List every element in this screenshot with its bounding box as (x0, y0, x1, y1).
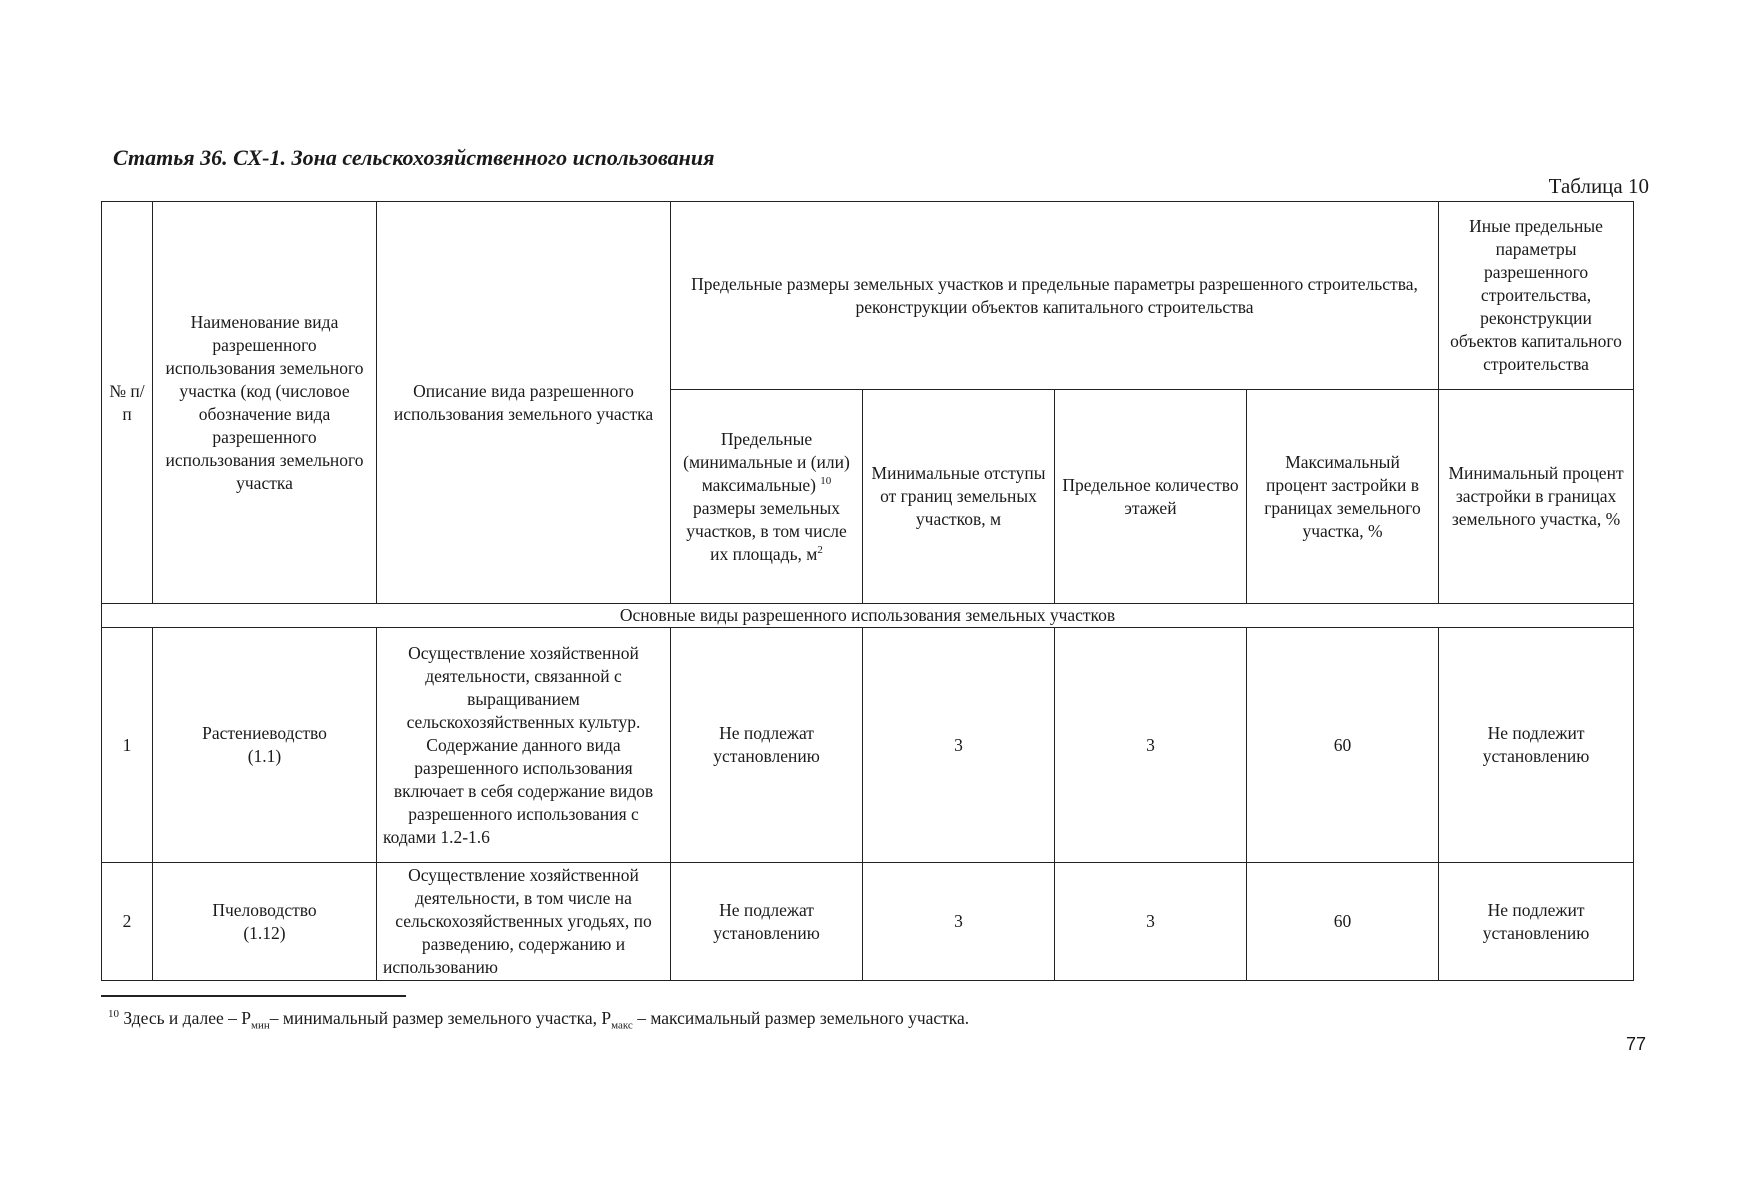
row-setback: 3 (863, 628, 1055, 863)
row-code: (1.12) (243, 922, 286, 943)
footnote-divider (101, 995, 406, 997)
row-name (153, 628, 377, 863)
row-name-label: Пчеловодство (212, 899, 317, 920)
row-size: Не подлежат установлению (671, 628, 863, 863)
header-floors: Предельное количество этажей (1055, 390, 1247, 604)
footnote-sub-max: макс (611, 1019, 633, 1032)
header-sizes-text-b: размеры земельных участков, в том числе их площадь, м (686, 497, 847, 564)
table-row (102, 863, 1634, 981)
zoning-table (101, 201, 1634, 981)
row-floors: 3 (1055, 628, 1247, 863)
row-desc: Осуществление хозяйственной деятельности, связанной с выращиванием сельскохозяйственных культур. Содержание данного вида разрешенного использования включает в себя содержание видов разрешенного использования с кодами 1.2-1.6 (377, 628, 671, 863)
row-desc: Осуществление хозяйственной деятельности, в том числе на сельскохозяйственных угодьях, по разведению, содержанию и использованию (377, 863, 671, 981)
header-limits-group: Предельные размеры земельных участков и предельные параметры разрешенного строительства, реконструкции объектов капитального строительства (671, 202, 1439, 390)
footnote-text-a: Здесь и далее – Р (123, 1008, 252, 1028)
row-size: Не подлежат установлению (671, 863, 863, 981)
header-sizes-text-a: Предельные (минимальные и (или) максимальные) (683, 428, 850, 495)
footnote-text-b: – минимальный размер земельного участка, Р (269, 1008, 612, 1028)
table-label: Таблица 10 (1548, 174, 1649, 198)
row-max-pct: 60 (1247, 863, 1439, 981)
row-name-label: Растениеводство (202, 723, 327, 743)
unit-superscript: 2 (817, 543, 823, 556)
header-num: № п/п (102, 202, 153, 604)
header-max-pct: Максимальный процент застройки в границах земельного участка, % (1247, 390, 1439, 604)
footnote-ref: 10 (820, 474, 832, 487)
footnote-marker: 10 (108, 1008, 119, 1021)
row-num: 1 (102, 628, 153, 863)
article-title: Статья 36. СХ-1. Зона сельскохозяйственного использования (113, 145, 715, 170)
section-title: Основные виды разрешенного использования земельных участков (102, 604, 1634, 628)
header-sizes (671, 390, 863, 604)
row-setback: 3 (863, 863, 1055, 981)
row-floors: 3 (1055, 863, 1247, 981)
row-num: 2 (102, 863, 153, 981)
row-min-pct: Не подлежит установлению (1439, 863, 1634, 981)
footnote (108, 1008, 969, 1032)
footnote-sub-min: мин (251, 1019, 270, 1032)
row-max-pct: 60 (1247, 628, 1439, 863)
header-desc: Описание вида разрешенного использования земельного участка (377, 202, 671, 604)
page-number: 77 (1625, 1034, 1646, 1054)
header-name: Наименование вида разрешенного использования земельного участка (код (числовое обозначение вида разрешенного использования земельного участка (153, 202, 377, 604)
row-code: (1.1) (247, 746, 282, 766)
header-other-group: Иные предельные параметры разрешенного строительства, реконструкции объектов капитального строительства (1439, 202, 1634, 390)
header-min-pct: Минимальный процент застройки в границах земельного участка, % (1439, 390, 1634, 604)
row-name (153, 863, 377, 981)
header-setbacks: Минимальные отступы от границ земельных участков, м (863, 390, 1055, 604)
table-row (102, 628, 1634, 863)
row-min-pct: Не подлежит установлению (1439, 628, 1634, 863)
footnote-text-c: – максимальный размер земельного участка. (632, 1008, 970, 1028)
